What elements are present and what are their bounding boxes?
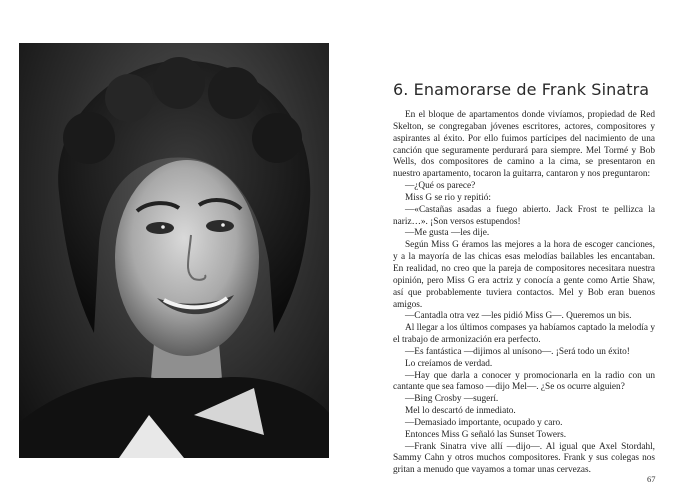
portrait-illustration [19, 43, 329, 458]
paragraph: Entonces Miss G señaló las Sunset Towers. [405, 429, 567, 440]
portrait-photo [19, 43, 329, 458]
paragraph: Mel lo descartó de inmediato. [405, 406, 516, 417]
paragraph: Miss G se rio y repitió: [405, 192, 491, 203]
chapter-title: 6. Enamorarse de Frank Sinatra [393, 80, 650, 99]
paragraph: —«Castañas asadas a fuego abierto. Jack Frost te pellizca la nariz…». ¡Son versos estupendos! [393, 204, 655, 227]
paragraph: —Bing Crosby —sugerí. [405, 394, 499, 405]
paragraph: —Demasiado importante, ocupado y caro. [405, 417, 563, 428]
page-number: 67 [647, 474, 656, 484]
paragraph: En el bloque de apartamentos donde vivíamos, propiedad de Red Skelton, se congregaban jóvenes escritores, actores, compositores y aspirantes al éxito. Por ello fuimos partícipes del nacimiento de una canción que seguramente perdurará para siempre. Mel Tormé y Bob Wells, dos compositores de camino a la cima, se presentaron en nuestro apartamento, tocaron la guitarra, cantaron y nos preguntaron: [393, 110, 655, 180]
body-text [393, 110, 655, 477]
paragraph: —Me gusta —les dije. [405, 228, 490, 239]
paragraph: Según Miss G éramos las mejores a la hora de escoger canciones, y a la mayoría de las chicas esas melodías bailables les encantaban. En realidad, no creo que la pareja de compositores necesitara nuestra opinión, pero Miss G era actriz y conocía a gente como Artie Shaw, así que probablemente tuviera contactos. Mel y Bob eran buenos amigos. [393, 240, 655, 310]
paragraph: Al llegar a los últimos compases ya habíamos captado la melodía y el trabajo de armonización era perfecto. [393, 323, 655, 346]
paragraph: —Cantadla otra vez —les pidió Miss G—. Queremos un bis. [405, 311, 632, 322]
paragraph: —¿Qué os parece? [405, 181, 476, 192]
paragraph: Lo creíamos de verdad. [405, 358, 493, 369]
paragraph: —Frank Sinatra vive allí —dijo—. Al igual que Axel Stordahl, Sammy Cahn y otros muchos compositores. Frank y sus colegas nos gritan a menudo que vayamos a tomar unas cervezas. [393, 441, 655, 476]
paragraph: —Es fantástica —dijimos al unísono—. ¡Será todo un éxito! [405, 346, 630, 357]
paragraph: —Hay que darla a conocer y promocionarla en la radio con un cantante que sea famoso —dijo Mel—. ¿Se os ocurre alguien? [393, 370, 655, 393]
